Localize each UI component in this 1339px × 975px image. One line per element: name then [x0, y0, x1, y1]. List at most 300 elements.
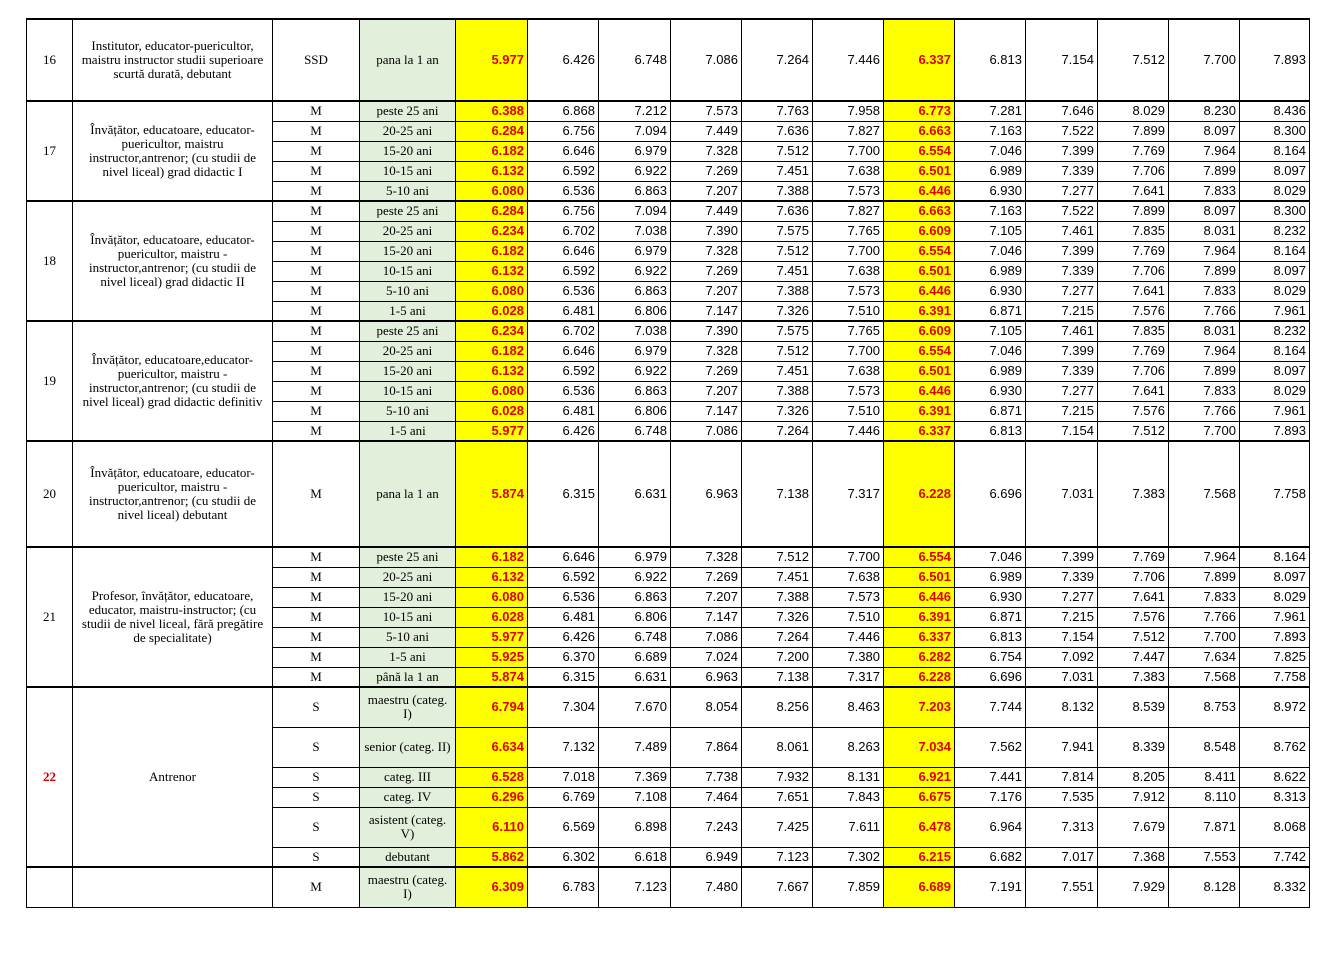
salary-value: 7.964 [1169, 341, 1240, 361]
salary-value: 6.702 [528, 221, 599, 241]
salary-value: 6.426 [528, 421, 599, 441]
seniority: 5-10 ani [360, 401, 456, 421]
salary-value: 7.451 [742, 567, 813, 587]
salary-value: 6.618 [599, 847, 671, 867]
salary-value: 7.742 [1240, 847, 1310, 867]
salary-value: 7.522 [1026, 201, 1098, 221]
studies-level: M [273, 647, 360, 667]
salary-value: 7.277 [1026, 181, 1098, 201]
salary-value: 7.765 [813, 321, 884, 341]
position-title: Institutor, educator-puericultor, maistru instructor studii superioare scurtă durată, debutant [73, 19, 273, 101]
salary-value: 6.871 [955, 607, 1026, 627]
studies-level: M [273, 261, 360, 281]
salary-value: 6.315 [528, 667, 599, 687]
studies-level: M [273, 101, 360, 121]
salary-value: 7.154 [1026, 627, 1098, 647]
salary-value: 7.451 [742, 161, 813, 181]
base-salary-value: 6.132 [456, 261, 528, 281]
salary-value: 7.769 [1098, 547, 1169, 567]
salary-value: 6.989 [955, 161, 1026, 181]
base-salary-value: 6.501 [884, 161, 955, 181]
salary-value: 6.813 [955, 19, 1026, 101]
salary-value: 7.932 [742, 767, 813, 787]
salary-value: 7.328 [671, 241, 742, 261]
salary-value: 7.964 [1169, 141, 1240, 161]
base-salary-value: 5.977 [456, 421, 528, 441]
seniority: 20-25 ani [360, 121, 456, 141]
seniority: 20-25 ani [360, 567, 456, 587]
salary-value: 7.383 [1098, 667, 1169, 687]
seniority: 1-5 ani [360, 301, 456, 321]
seniority: categ. III [360, 767, 456, 787]
studies-level: M [273, 181, 360, 201]
studies-level: M [273, 141, 360, 161]
salary-value: 8.029 [1098, 101, 1169, 121]
base-salary-value: 6.080 [456, 381, 528, 401]
salary-value: 6.963 [671, 667, 742, 687]
salary-value: 7.215 [1026, 301, 1098, 321]
position-title: Antrenor [73, 687, 273, 867]
table-row [27, 547, 1310, 567]
salary-value: 7.390 [671, 321, 742, 341]
salary-value: 7.512 [742, 241, 813, 261]
salary-value: 8.339 [1098, 727, 1169, 767]
salary-value: 7.094 [599, 121, 671, 141]
salary-value: 6.989 [955, 261, 1026, 281]
base-salary-value: 6.132 [456, 161, 528, 181]
base-salary-value: 6.080 [456, 181, 528, 201]
seniority: peste 25 ani [360, 101, 456, 121]
salary-value: 8.097 [1240, 261, 1310, 281]
salary-value: 7.961 [1240, 607, 1310, 627]
base-salary-value: 6.182 [456, 141, 528, 161]
salary-value: 8.205 [1098, 767, 1169, 787]
salary-value: 7.641 [1098, 281, 1169, 301]
salary-value: 7.326 [742, 401, 813, 421]
row-number: 17 [27, 101, 73, 201]
salary-grid-table [26, 18, 1310, 908]
salary-value: 7.163 [955, 121, 1026, 141]
salary-value: 6.769 [528, 787, 599, 807]
salary-value: 7.512 [742, 141, 813, 161]
seniority: senior (categ. II) [360, 727, 456, 767]
salary-grid-body [27, 19, 1310, 907]
base-salary-value: 6.689 [884, 867, 955, 907]
salary-value: 7.317 [813, 667, 884, 687]
salary-value: 8.068 [1240, 807, 1310, 847]
salary-value: 7.941 [1026, 727, 1098, 767]
salary-value: 6.922 [599, 567, 671, 587]
salary-value: 7.833 [1169, 587, 1240, 607]
salary-value: 7.700 [1169, 421, 1240, 441]
seniority: 15-20 ani [360, 241, 456, 261]
salary-value: 6.979 [599, 241, 671, 261]
base-salary-value: 6.609 [884, 321, 955, 341]
salary-value: 8.263 [813, 727, 884, 767]
salary-value: 8.300 [1240, 121, 1310, 141]
base-salary-value: 6.554 [884, 547, 955, 567]
salary-value: 7.562 [955, 727, 1026, 767]
salary-value: 7.636 [742, 121, 813, 141]
salary-value: 7.871 [1169, 807, 1240, 847]
studies-level: M [273, 281, 360, 301]
salary-value: 7.646 [1026, 101, 1098, 121]
seniority: pana la 1 an [360, 19, 456, 101]
salary-value: 6.979 [599, 141, 671, 161]
salary-value: 8.054 [671, 687, 742, 727]
salary-value: 7.700 [813, 241, 884, 261]
base-salary-value: 6.391 [884, 401, 955, 421]
salary-value: 8.232 [1240, 221, 1310, 241]
salary-value: 7.958 [813, 101, 884, 121]
salary-value: 7.765 [813, 221, 884, 241]
salary-value: 7.399 [1026, 547, 1098, 567]
salary-value: 7.638 [813, 161, 884, 181]
salary-value: 7.383 [1098, 441, 1169, 547]
salary-value: 6.646 [528, 547, 599, 567]
salary-value: 7.961 [1240, 401, 1310, 421]
salary-value: 7.147 [671, 401, 742, 421]
base-salary-value: 6.663 [884, 121, 955, 141]
salary-value: 7.899 [1169, 161, 1240, 181]
salary-value: 7.269 [671, 567, 742, 587]
salary-value: 8.164 [1240, 547, 1310, 567]
salary-value: 7.269 [671, 361, 742, 381]
seniority: până la 1 an [360, 667, 456, 687]
salary-value: 7.207 [671, 381, 742, 401]
table-row [27, 101, 1310, 121]
salary-value: 6.930 [955, 587, 1026, 607]
salary-value: 7.446 [813, 627, 884, 647]
salary-value: 8.548 [1169, 727, 1240, 767]
base-salary-value: 6.182 [456, 241, 528, 261]
salary-value: 7.700 [813, 547, 884, 567]
salary-value: 7.105 [955, 321, 1026, 341]
salary-value: 7.390 [671, 221, 742, 241]
salary-value: 6.863 [599, 181, 671, 201]
salary-value: 8.029 [1240, 181, 1310, 201]
salary-value: 7.576 [1098, 401, 1169, 421]
salary-value: 8.300 [1240, 201, 1310, 221]
salary-value: 6.631 [599, 667, 671, 687]
base-salary-value: 6.182 [456, 341, 528, 361]
seniority: peste 25 ani [360, 547, 456, 567]
salary-value: 6.426 [528, 627, 599, 647]
salary-value: 7.706 [1098, 567, 1169, 587]
salary-value: 7.553 [1169, 847, 1240, 867]
salary-value: 7.380 [813, 647, 884, 667]
salary-value: 6.871 [955, 301, 1026, 321]
salary-value: 6.806 [599, 607, 671, 627]
salary-value: 6.569 [528, 807, 599, 847]
salary-value: 7.388 [742, 381, 813, 401]
salary-value: 8.031 [1169, 321, 1240, 341]
studies-level: M [273, 161, 360, 181]
salary-value: 7.264 [742, 627, 813, 647]
salary-value: 7.147 [671, 607, 742, 627]
salary-value: 6.536 [528, 587, 599, 607]
salary-value: 7.912 [1098, 787, 1169, 807]
base-salary-value: 6.182 [456, 547, 528, 567]
row-number [27, 867, 73, 907]
salary-value: 7.576 [1098, 301, 1169, 321]
salary-value: 6.315 [528, 441, 599, 547]
salary-value: 7.092 [1026, 647, 1098, 667]
salary-value: 7.154 [1026, 19, 1098, 101]
salary-value: 7.038 [599, 321, 671, 341]
salary-value: 7.031 [1026, 667, 1098, 687]
salary-value: 7.700 [813, 341, 884, 361]
seniority: 5-10 ani [360, 181, 456, 201]
salary-value: 7.568 [1169, 667, 1240, 687]
base-salary-value: 6.554 [884, 341, 955, 361]
salary-value: 6.813 [955, 627, 1026, 647]
salary-value: 7.464 [671, 787, 742, 807]
seniority: 10-15 ani [360, 161, 456, 181]
salary-value: 7.576 [1098, 607, 1169, 627]
salary-value: 6.748 [599, 627, 671, 647]
salary-value: 7.706 [1098, 261, 1169, 281]
seniority: peste 25 ani [360, 201, 456, 221]
salary-value: 7.899 [1169, 567, 1240, 587]
salary-value: 7.575 [742, 221, 813, 241]
base-salary-value: 6.501 [884, 361, 955, 381]
salary-value: 6.806 [599, 401, 671, 421]
base-salary-value: 6.337 [884, 627, 955, 647]
salary-value: 6.631 [599, 441, 671, 547]
salary-value: 7.700 [1169, 627, 1240, 647]
salary-value: 7.446 [813, 421, 884, 441]
salary-value: 7.859 [813, 867, 884, 907]
row-number: 19 [27, 321, 73, 441]
salary-value: 7.512 [742, 547, 813, 567]
salary-value: 7.893 [1240, 19, 1310, 101]
salary-value: 7.638 [813, 567, 884, 587]
studies-level: S [273, 767, 360, 787]
position-title [73, 867, 273, 907]
salary-value: 8.230 [1169, 101, 1240, 121]
salary-value: 6.949 [671, 847, 742, 867]
base-salary-value: 6.080 [456, 281, 528, 301]
base-salary-value: 6.309 [456, 867, 528, 907]
salary-value: 7.843 [813, 787, 884, 807]
salary-value: 7.461 [1026, 321, 1098, 341]
salary-value: 7.328 [671, 341, 742, 361]
salary-value: 8.622 [1240, 767, 1310, 787]
salary-value: 6.863 [599, 281, 671, 301]
salary-value: 8.753 [1169, 687, 1240, 727]
salary-value: 6.979 [599, 547, 671, 567]
salary-grid-container [26, 18, 1308, 908]
salary-value: 7.638 [813, 361, 884, 381]
salary-value: 7.512 [742, 341, 813, 361]
salary-value: 8.061 [742, 727, 813, 767]
salary-value: 7.763 [742, 101, 813, 121]
salary-value: 7.758 [1240, 441, 1310, 547]
salary-value: 7.086 [671, 421, 742, 441]
position-title: Învățător, educatoare, educator-puericultor, maistru instructor,antrenor; (cu studii de nivel liceal) grad didactic I [73, 101, 273, 201]
salary-value: 8.539 [1098, 687, 1169, 727]
salary-value: 7.399 [1026, 341, 1098, 361]
seniority: categ. IV [360, 787, 456, 807]
base-salary-value: 6.921 [884, 767, 955, 787]
salary-value: 8.762 [1240, 727, 1310, 767]
salary-value: 7.277 [1026, 587, 1098, 607]
salary-value: 7.154 [1026, 421, 1098, 441]
base-salary-value: 6.528 [456, 767, 528, 787]
studies-level: M [273, 381, 360, 401]
seniority: pana la 1 an [360, 441, 456, 547]
table-row [27, 441, 1310, 547]
salary-value: 6.702 [528, 321, 599, 341]
salary-value: 7.163 [955, 201, 1026, 221]
salary-value: 7.264 [742, 19, 813, 101]
base-salary-value: 7.034 [884, 727, 955, 767]
studies-level: S [273, 727, 360, 767]
salary-value: 7.480 [671, 867, 742, 907]
salary-value: 6.754 [955, 647, 1026, 667]
salary-value: 6.481 [528, 607, 599, 627]
base-salary-value: 6.554 [884, 141, 955, 161]
studies-level: M [273, 121, 360, 141]
position-title: Învățător, educatoare, educator-puericultor, maistru - instructor,antrenor; (cu studii de nivel liceal) grad didactic II [73, 201, 273, 321]
base-salary-value: 6.228 [884, 667, 955, 687]
salary-value: 7.835 [1098, 221, 1169, 241]
seniority: maestru (categ. I) [360, 687, 456, 727]
salary-value: 6.689 [599, 647, 671, 667]
seniority: maestru (categ. I) [360, 867, 456, 907]
salary-value: 7.399 [1026, 141, 1098, 161]
salary-value: 7.636 [742, 201, 813, 221]
base-salary-value: 5.874 [456, 441, 528, 547]
salary-value: 8.313 [1240, 787, 1310, 807]
salary-value: 8.411 [1169, 767, 1240, 787]
salary-value: 7.738 [671, 767, 742, 787]
seniority: 15-20 ani [360, 361, 456, 381]
salary-value: 7.317 [813, 441, 884, 547]
salary-value: 8.332 [1240, 867, 1310, 907]
salary-value: 6.536 [528, 181, 599, 201]
salary-value: 7.038 [599, 221, 671, 241]
salary-value: 7.899 [1098, 201, 1169, 221]
salary-value: 7.138 [742, 667, 813, 687]
base-salary-value: 6.388 [456, 101, 528, 121]
base-salary-value: 6.028 [456, 401, 528, 421]
salary-value: 7.328 [671, 141, 742, 161]
salary-value: 7.215 [1026, 401, 1098, 421]
base-salary-value: 5.977 [456, 19, 528, 101]
studies-level: S [273, 787, 360, 807]
studies-level: M [273, 667, 360, 687]
salary-value: 7.123 [599, 867, 671, 907]
studies-level: M [273, 607, 360, 627]
salary-value: 8.131 [813, 767, 884, 787]
seniority: 1-5 ani [360, 647, 456, 667]
salary-value: 7.132 [528, 727, 599, 767]
salary-value: 7.302 [813, 847, 884, 867]
salary-value: 7.399 [1026, 241, 1098, 261]
salary-value: 6.806 [599, 301, 671, 321]
studies-level: M [273, 401, 360, 421]
row-number: 16 [27, 19, 73, 101]
base-salary-value: 5.874 [456, 667, 528, 687]
studies-level: M [273, 301, 360, 321]
salary-value: 7.339 [1026, 161, 1098, 181]
salary-value: 8.463 [813, 687, 884, 727]
seniority: 1-5 ani [360, 421, 456, 441]
salary-value: 6.370 [528, 647, 599, 667]
base-salary-value: 6.663 [884, 201, 955, 221]
salary-value: 7.451 [742, 261, 813, 281]
seniority: 20-25 ani [360, 341, 456, 361]
studies-level: M [273, 341, 360, 361]
base-salary-value: 6.554 [884, 241, 955, 261]
salary-value: 7.611 [813, 807, 884, 847]
salary-value: 7.449 [671, 121, 742, 141]
studies-level: M [273, 867, 360, 907]
studies-level: M [273, 361, 360, 381]
salary-value: 8.164 [1240, 341, 1310, 361]
studies-level: M [273, 587, 360, 607]
base-salary-value: 6.284 [456, 121, 528, 141]
salary-value: 7.046 [955, 341, 1026, 361]
base-salary-value: 6.234 [456, 221, 528, 241]
salary-value: 8.097 [1240, 161, 1310, 181]
salary-value: 7.024 [671, 647, 742, 667]
salary-value: 7.766 [1169, 401, 1240, 421]
salary-value: 7.510 [813, 301, 884, 321]
salary-value: 7.899 [1169, 361, 1240, 381]
salary-value: 6.481 [528, 401, 599, 421]
base-salary-value: 6.609 [884, 221, 955, 241]
salary-value: 6.989 [955, 361, 1026, 381]
salary-value: 6.302 [528, 847, 599, 867]
base-salary-value: 6.215 [884, 847, 955, 867]
salary-value: 7.147 [671, 301, 742, 321]
table-row [27, 867, 1310, 907]
base-salary-value: 6.337 [884, 421, 955, 441]
salary-value: 7.108 [599, 787, 671, 807]
salary-value: 6.536 [528, 381, 599, 401]
salary-value: 7.446 [813, 19, 884, 101]
salary-value: 7.339 [1026, 261, 1098, 281]
row-number: 21 [27, 547, 73, 687]
base-salary-value: 6.110 [456, 807, 528, 847]
base-salary-value: 6.282 [884, 647, 955, 667]
salary-value: 7.961 [1240, 301, 1310, 321]
base-salary-value: 5.977 [456, 627, 528, 647]
salary-value: 7.105 [955, 221, 1026, 241]
position-title: Învățător, educatoare, educator-puericultor, maistru - instructor,antrenor; (cu studii de nivel liceal) debutant [73, 441, 273, 547]
base-salary-value: 6.446 [884, 181, 955, 201]
salary-value: 7.706 [1098, 161, 1169, 181]
salary-value: 7.388 [742, 281, 813, 301]
salary-value: 7.568 [1169, 441, 1240, 547]
salary-value: 6.592 [528, 567, 599, 587]
salary-value: 6.871 [955, 401, 1026, 421]
salary-value: 7.388 [742, 587, 813, 607]
table-row [27, 19, 1310, 101]
salary-value: 6.813 [955, 421, 1026, 441]
salary-value: 7.489 [599, 727, 671, 767]
row-number: 18 [27, 201, 73, 321]
salary-value: 6.964 [955, 807, 1026, 847]
salary-value: 7.017 [1026, 847, 1098, 867]
salary-value: 7.018 [528, 767, 599, 787]
salary-value: 7.138 [742, 441, 813, 547]
seniority: asistent (categ. V) [360, 807, 456, 847]
salary-value: 7.046 [955, 241, 1026, 261]
